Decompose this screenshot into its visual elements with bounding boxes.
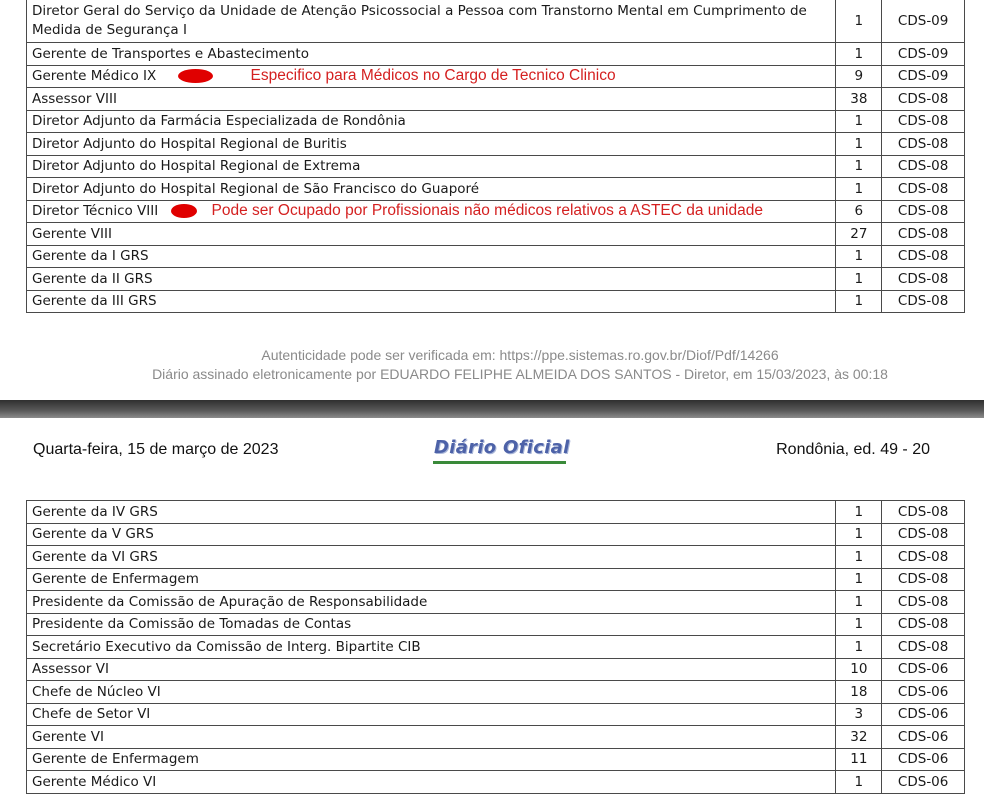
position-code: CDS-06 xyxy=(882,726,965,749)
table-row xyxy=(27,703,965,726)
position-code: CDS-08 xyxy=(882,290,965,313)
table-row xyxy=(27,155,965,178)
position-name: Assessor VI xyxy=(27,658,836,681)
position-quantity: 11 xyxy=(836,748,882,771)
position-quantity: 1 xyxy=(836,613,882,636)
position-code: CDS-06 xyxy=(882,681,965,704)
position-name: Secretário Executivo da Comissão de Interg. Bipartite CIB xyxy=(27,636,836,659)
table-row xyxy=(27,523,965,546)
position-quantity: 38 xyxy=(836,88,882,111)
position-quantity: 1 xyxy=(836,268,882,291)
positions-table-page-1 xyxy=(26,0,965,313)
position-quantity: 1 xyxy=(836,133,882,156)
position-quantity: 1 xyxy=(836,568,882,591)
table-row xyxy=(27,681,965,704)
position-name: Gerente de Transportes e Abastecimento xyxy=(27,43,836,66)
position-name: Assessor VIII xyxy=(27,88,836,111)
position-name: Gerente de Enfermagem xyxy=(27,568,836,591)
authenticity-note: Autenticidade pode ser verificada em: https://ppe.sistemas.ro.gov.br/Diof/Pdf/14266 xyxy=(261,347,779,363)
table-row xyxy=(27,726,965,749)
position-quantity: 1 xyxy=(836,591,882,614)
position-code: CDS-08 xyxy=(882,523,965,546)
handwritten-annotation: Especifico para Médicos no Cargo de Tecnico Clinico xyxy=(250,67,616,85)
table-row xyxy=(27,636,965,659)
position-quantity: 1 xyxy=(836,523,882,546)
position-name-cell xyxy=(27,65,836,88)
position-quantity: 1 xyxy=(836,771,882,794)
position-name: Gerente VIII xyxy=(27,223,836,246)
table-row xyxy=(27,178,965,201)
position-name: Diretor Adjunto do Hospital Regional de Extrema xyxy=(27,155,836,178)
position-name: Chefe de Setor VI xyxy=(27,703,836,726)
position-code: CDS-08 xyxy=(882,613,965,636)
position-name: Presidente da Comissão de Tomadas de Contas xyxy=(27,613,836,636)
red-marker-icon xyxy=(178,69,213,83)
table-row xyxy=(27,43,965,66)
position-code: CDS-08 xyxy=(882,636,965,659)
position-name: Gerente de Enfermagem xyxy=(27,748,836,771)
annotated-name xyxy=(32,67,156,85)
table-row xyxy=(27,658,965,681)
position-name: Presidente da Comissão de Apuração de Responsabilidade xyxy=(27,591,836,614)
position-code: CDS-08 xyxy=(882,568,965,591)
position-name: Gerente da V GRS xyxy=(27,523,836,546)
position-quantity: 1 xyxy=(836,178,882,201)
table-row xyxy=(27,568,965,591)
position-quantity: 32 xyxy=(836,726,882,749)
position-code: CDS-06 xyxy=(882,771,965,794)
position-code: CDS-08 xyxy=(882,178,965,201)
table-row xyxy=(27,110,965,133)
position-code: CDS-06 xyxy=(882,748,965,771)
position-quantity: 18 xyxy=(836,681,882,704)
position-quantity: 1 xyxy=(836,546,882,569)
position-name: Diretor Técnico VIII xyxy=(32,203,159,220)
position-quantity: 1 xyxy=(836,43,882,66)
position-quantity: 1 xyxy=(836,0,882,43)
table-row xyxy=(27,200,965,223)
position-code: CDS-08 xyxy=(882,110,965,133)
position-name: Chefe de Núcleo VI xyxy=(27,681,836,704)
table-row xyxy=(27,88,965,111)
position-code: CDS-08 xyxy=(882,155,965,178)
position-name: Diretor Adjunto do Hospital Regional de Buritis xyxy=(27,133,836,156)
signature-note: Diário assinado eletronicamente por EDUARDO FELIPHE ALMEIDA DOS SANTOS - Diretor, em 15/03/2023, às 00:18 xyxy=(152,366,888,382)
position-code: CDS-06 xyxy=(882,658,965,681)
position-code: CDS-08 xyxy=(882,546,965,569)
red-marker-icon xyxy=(171,204,197,218)
position-quantity: 1 xyxy=(836,636,882,659)
position-name: Gerente da VI GRS xyxy=(27,546,836,569)
table-row xyxy=(27,748,965,771)
position-name: Gerente da IV GRS xyxy=(27,501,836,524)
page-separator xyxy=(0,400,984,418)
table-row xyxy=(27,65,965,88)
position-name: Gerente Médico IX xyxy=(32,68,157,85)
position-name: Diretor Adjunto da Farmácia Especializada de Rondônia xyxy=(27,110,836,133)
position-quantity: 1 xyxy=(836,155,882,178)
handwritten-annotation: Pode ser Ocupado por Profissionais não médicos relativos a ASTEC da unidade xyxy=(211,202,763,220)
positions-table-page-2 xyxy=(26,500,965,794)
position-name: Gerente da I GRS xyxy=(27,245,836,268)
table-row xyxy=(27,268,965,291)
table-row xyxy=(27,546,965,569)
position-quantity: 27 xyxy=(836,223,882,246)
position-quantity: 1 xyxy=(836,110,882,133)
annotated-name xyxy=(32,202,158,220)
position-quantity: 3 xyxy=(836,703,882,726)
position-code: CDS-08 xyxy=(882,88,965,111)
position-quantity: 1 xyxy=(836,290,882,313)
table-row xyxy=(27,501,965,524)
position-code: CDS-08 xyxy=(882,268,965,291)
table-row xyxy=(27,613,965,636)
position-name: Diretor Adjunto do Hospital Regional de São Francisco do Guaporé xyxy=(27,178,836,201)
position-code: CDS-09 xyxy=(882,0,965,43)
header-date: Quarta-feira, 15 de março de 2023 xyxy=(33,441,279,458)
position-quantity: 1 xyxy=(836,245,882,268)
position-name: Gerente Médico VI xyxy=(27,771,836,794)
header-edition: Rondônia, ed. 49 - 20 xyxy=(776,441,930,458)
position-code: CDS-08 xyxy=(882,133,965,156)
position-name: Gerente VI xyxy=(27,726,836,749)
position-code: CDS-06 xyxy=(882,703,965,726)
position-code: CDS-08 xyxy=(882,245,965,268)
position-quantity: 9 xyxy=(836,65,882,88)
table-row xyxy=(27,223,965,246)
position-code: CDS-09 xyxy=(882,43,965,66)
table-row xyxy=(27,0,965,43)
position-code: CDS-08 xyxy=(882,591,965,614)
position-quantity: 10 xyxy=(836,658,882,681)
diario-oficial-logo: Diário Oficial xyxy=(434,437,570,458)
position-name: Diretor Geral do Serviço da Unidade de Atenção Psicossocial a Pessoa com Transtorno Mental em Cumprimento de Medida de Segurança I xyxy=(27,0,836,43)
position-code: CDS-08 xyxy=(882,501,965,524)
position-code: CDS-09 xyxy=(882,65,965,88)
table-row xyxy=(27,591,965,614)
table-row xyxy=(27,290,965,313)
position-name: Gerente da II GRS xyxy=(27,268,836,291)
position-name: Gerente da III GRS xyxy=(27,290,836,313)
position-name-cell xyxy=(27,200,836,223)
position-code: CDS-08 xyxy=(882,223,965,246)
table-row xyxy=(27,245,965,268)
position-quantity: 6 xyxy=(836,200,882,223)
table-row xyxy=(27,133,965,156)
logo-underline xyxy=(433,461,566,464)
position-quantity: 1 xyxy=(836,501,882,524)
position-code: CDS-08 xyxy=(882,200,965,223)
